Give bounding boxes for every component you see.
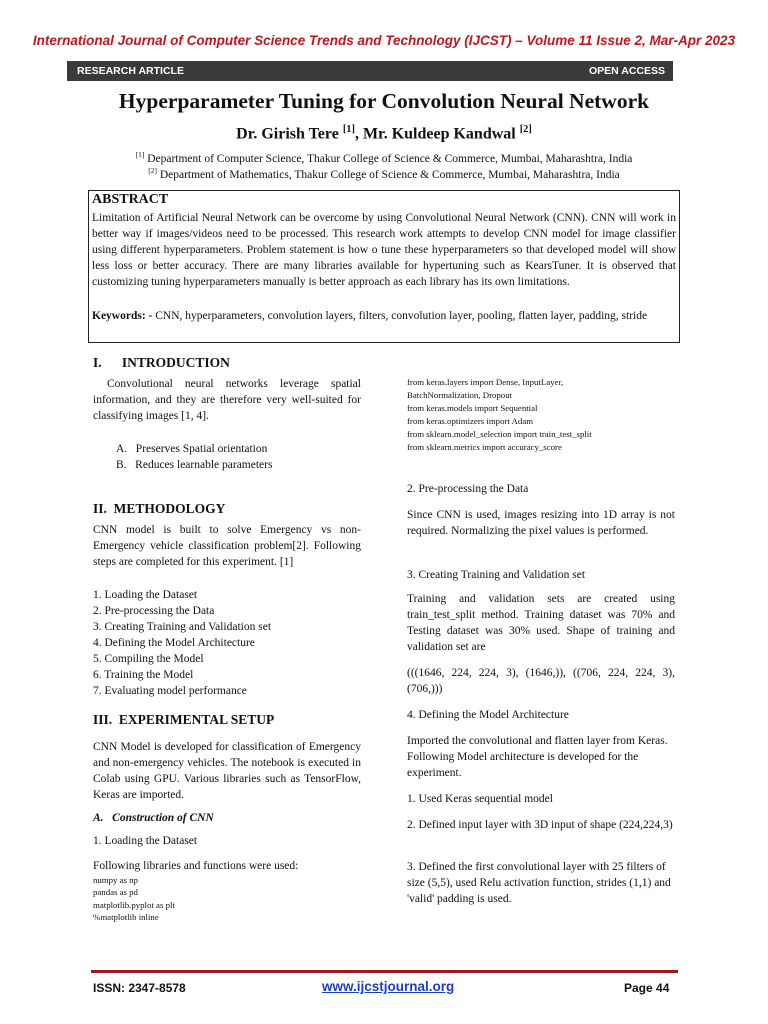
load-dataset-step: 1. Loading the Dataset [93,835,198,847]
step-2-heading: 2. Pre-processing the Data [407,483,529,495]
library-code-line: %matplotlib inline [93,912,159,922]
step-3-text: Training and validation sets are created using train_test_split method. Training dataset was 70% and Testing dataset was 30% used. Shape of training and validation set are [407,593,675,653]
step-4-text: Imported the convolutional and flatten layer from Keras. Following Model architecture is developed for the experiment. [407,735,668,779]
journal-header: International Journal of Computer Science Trends and Technology (IJCST) – Volume 11 Issue 2, Mar-Apr 2023 [32,33,736,48]
setup-text: CNN Model is developed for classification of Emergency and non-emergency vehicles. The notebook is executed in Colab using GPU. Various libraries such as TensorFlow, Keras are imported. [93,741,361,801]
article-banner [67,61,673,81]
import-code-line: from sklearn.model_selection import train_test_split [407,429,592,439]
methodology-text: CNN model is built to solve Emergency vs non-Emergency vehicle classification problem[2]. Following steps are completed for this experiment. [1] [93,524,361,568]
method-step: 4. Defining the Model Architecture [93,637,255,649]
open-access-label: OPEN ACCESS [588,65,665,77]
methodology-heading: II. METHODOLOGY [93,501,226,516]
issn-label: ISSN: 2347-8578 [93,981,186,995]
import-code-line: from sklearn.metrics import accuracy_score [407,442,562,452]
page-number: Page 44 [624,981,670,995]
intro-list-item: B. Reduces learnable parameters [116,459,273,471]
abstract-heading: ABSTRACT [92,192,169,207]
import-code-line: from keras.optimizers import Adam [407,416,534,426]
author-separator: , [354,125,363,143]
architecture-item: 1. Used Keras sequential model [407,793,553,805]
affiliation-2-ref: [2] [148,166,157,175]
author-2: Mr. Kuldeep Kandwal [362,125,516,143]
journal-website-link[interactable]: www.ijcstjournal.org [322,979,455,994]
author-line [0,124,768,143]
dataset-shape: (((1646, 224, 224, 3), (1646,)), ((706, 224, 224, 3), (706,))) [407,667,675,695]
library-code-line: pandas as pd [93,887,138,897]
affiliation-1 [0,150,768,165]
library-code-line: numpy as np [93,875,138,885]
libraries-intro: Following libraries and functions were used: [93,860,299,872]
keywords-label: Keywords: - [92,310,153,322]
method-step: 5. Compiling the Model [93,653,204,665]
article-type-label: RESEARCH ARTICLE [77,65,184,77]
setup-heading: III. EXPERIMENTAL SETUP [93,712,275,727]
import-code-line: BatchNormalization, Dropout [407,390,513,400]
library-code-line: matplotlib.pyplot as plt [93,900,175,910]
keywords [92,308,676,324]
import-code-line: from keras.layers import Dense, InputLayer, [407,377,564,387]
affiliation-2 [0,166,768,181]
step-4-heading: 4. Defining the Model Architecture [407,709,569,721]
author-2-ref: [2] [519,124,532,135]
method-step: 3. Creating Training and Validation set [93,621,272,633]
architecture-item: 2. Defined input layer with 3D input of shape (224,224,3) [407,819,673,831]
step-2-text: Since CNN is used, images resizing into 1D array is not required. Normalizing the pixel values is performed. [407,509,675,537]
intro-list-item: A. Preserves Spatial orientation [116,443,268,455]
intro-heading: I. INTRODUCTION [93,355,230,370]
keywords-text: CNN, hyperparameters, convolution layers, filters, convolution layer, pooling, flatten layer, padding, stride [152,310,648,322]
affiliation-2-text: Department of Mathematics, Thakur College of Science & Commerce, Mumbai, Maharashtra, India [156,168,620,181]
construction-subsection: A. Construction of CNN [93,812,214,824]
method-step: 7. Evaluating model performance [93,685,247,697]
architecture-item: 3. Defined the first convolutional layer with 25 filters of size (5,5), used Relu activation function, strides (1,1) and 'valid' padding is used. [407,861,671,905]
footer-rule [91,970,678,973]
import-code-line: from keras.models import Sequential [407,403,538,413]
affiliation-1-ref: [1] [135,150,145,159]
method-step: 1. Loading the Dataset [93,589,198,601]
method-step: 2. Pre-processing the Data [93,605,215,617]
paper-title: Hyperparameter Tuning for Convolution Neural Network [118,89,650,113]
abstract-text: Limitation of Artificial Neural Network can be overcome by using Convolutional Neural Network (CNN). CNN will work in better way if images/videos need to be processed. This research work attempts to develop CNN model for image classifier using different hyperparameters. Problem statement is how o tune these hyperparameters so that developed model will show less loss or better accuracy. There are many libraries available for hypertuning such as KearsTuner. It is observed that customizing tuning hyperparameters manually is better approach as each library has its own limitations. [92,212,676,288]
author-1: Dr. Girish Tere [236,125,339,143]
intro-text: Convolutional neural networks leverage spatial information, and they are therefore very well-suited for classifying images [1, 4]. [93,378,361,422]
step-3-heading: 3. Creating Training and Validation set [407,569,586,581]
method-step: 6. Training the Model [93,669,194,681]
affiliation-1-text: Department of Computer Science, Thakur College of Science & Commerce, Mumbai, Maharashtra, India [144,152,633,165]
author-1-ref: [1] [342,124,355,135]
